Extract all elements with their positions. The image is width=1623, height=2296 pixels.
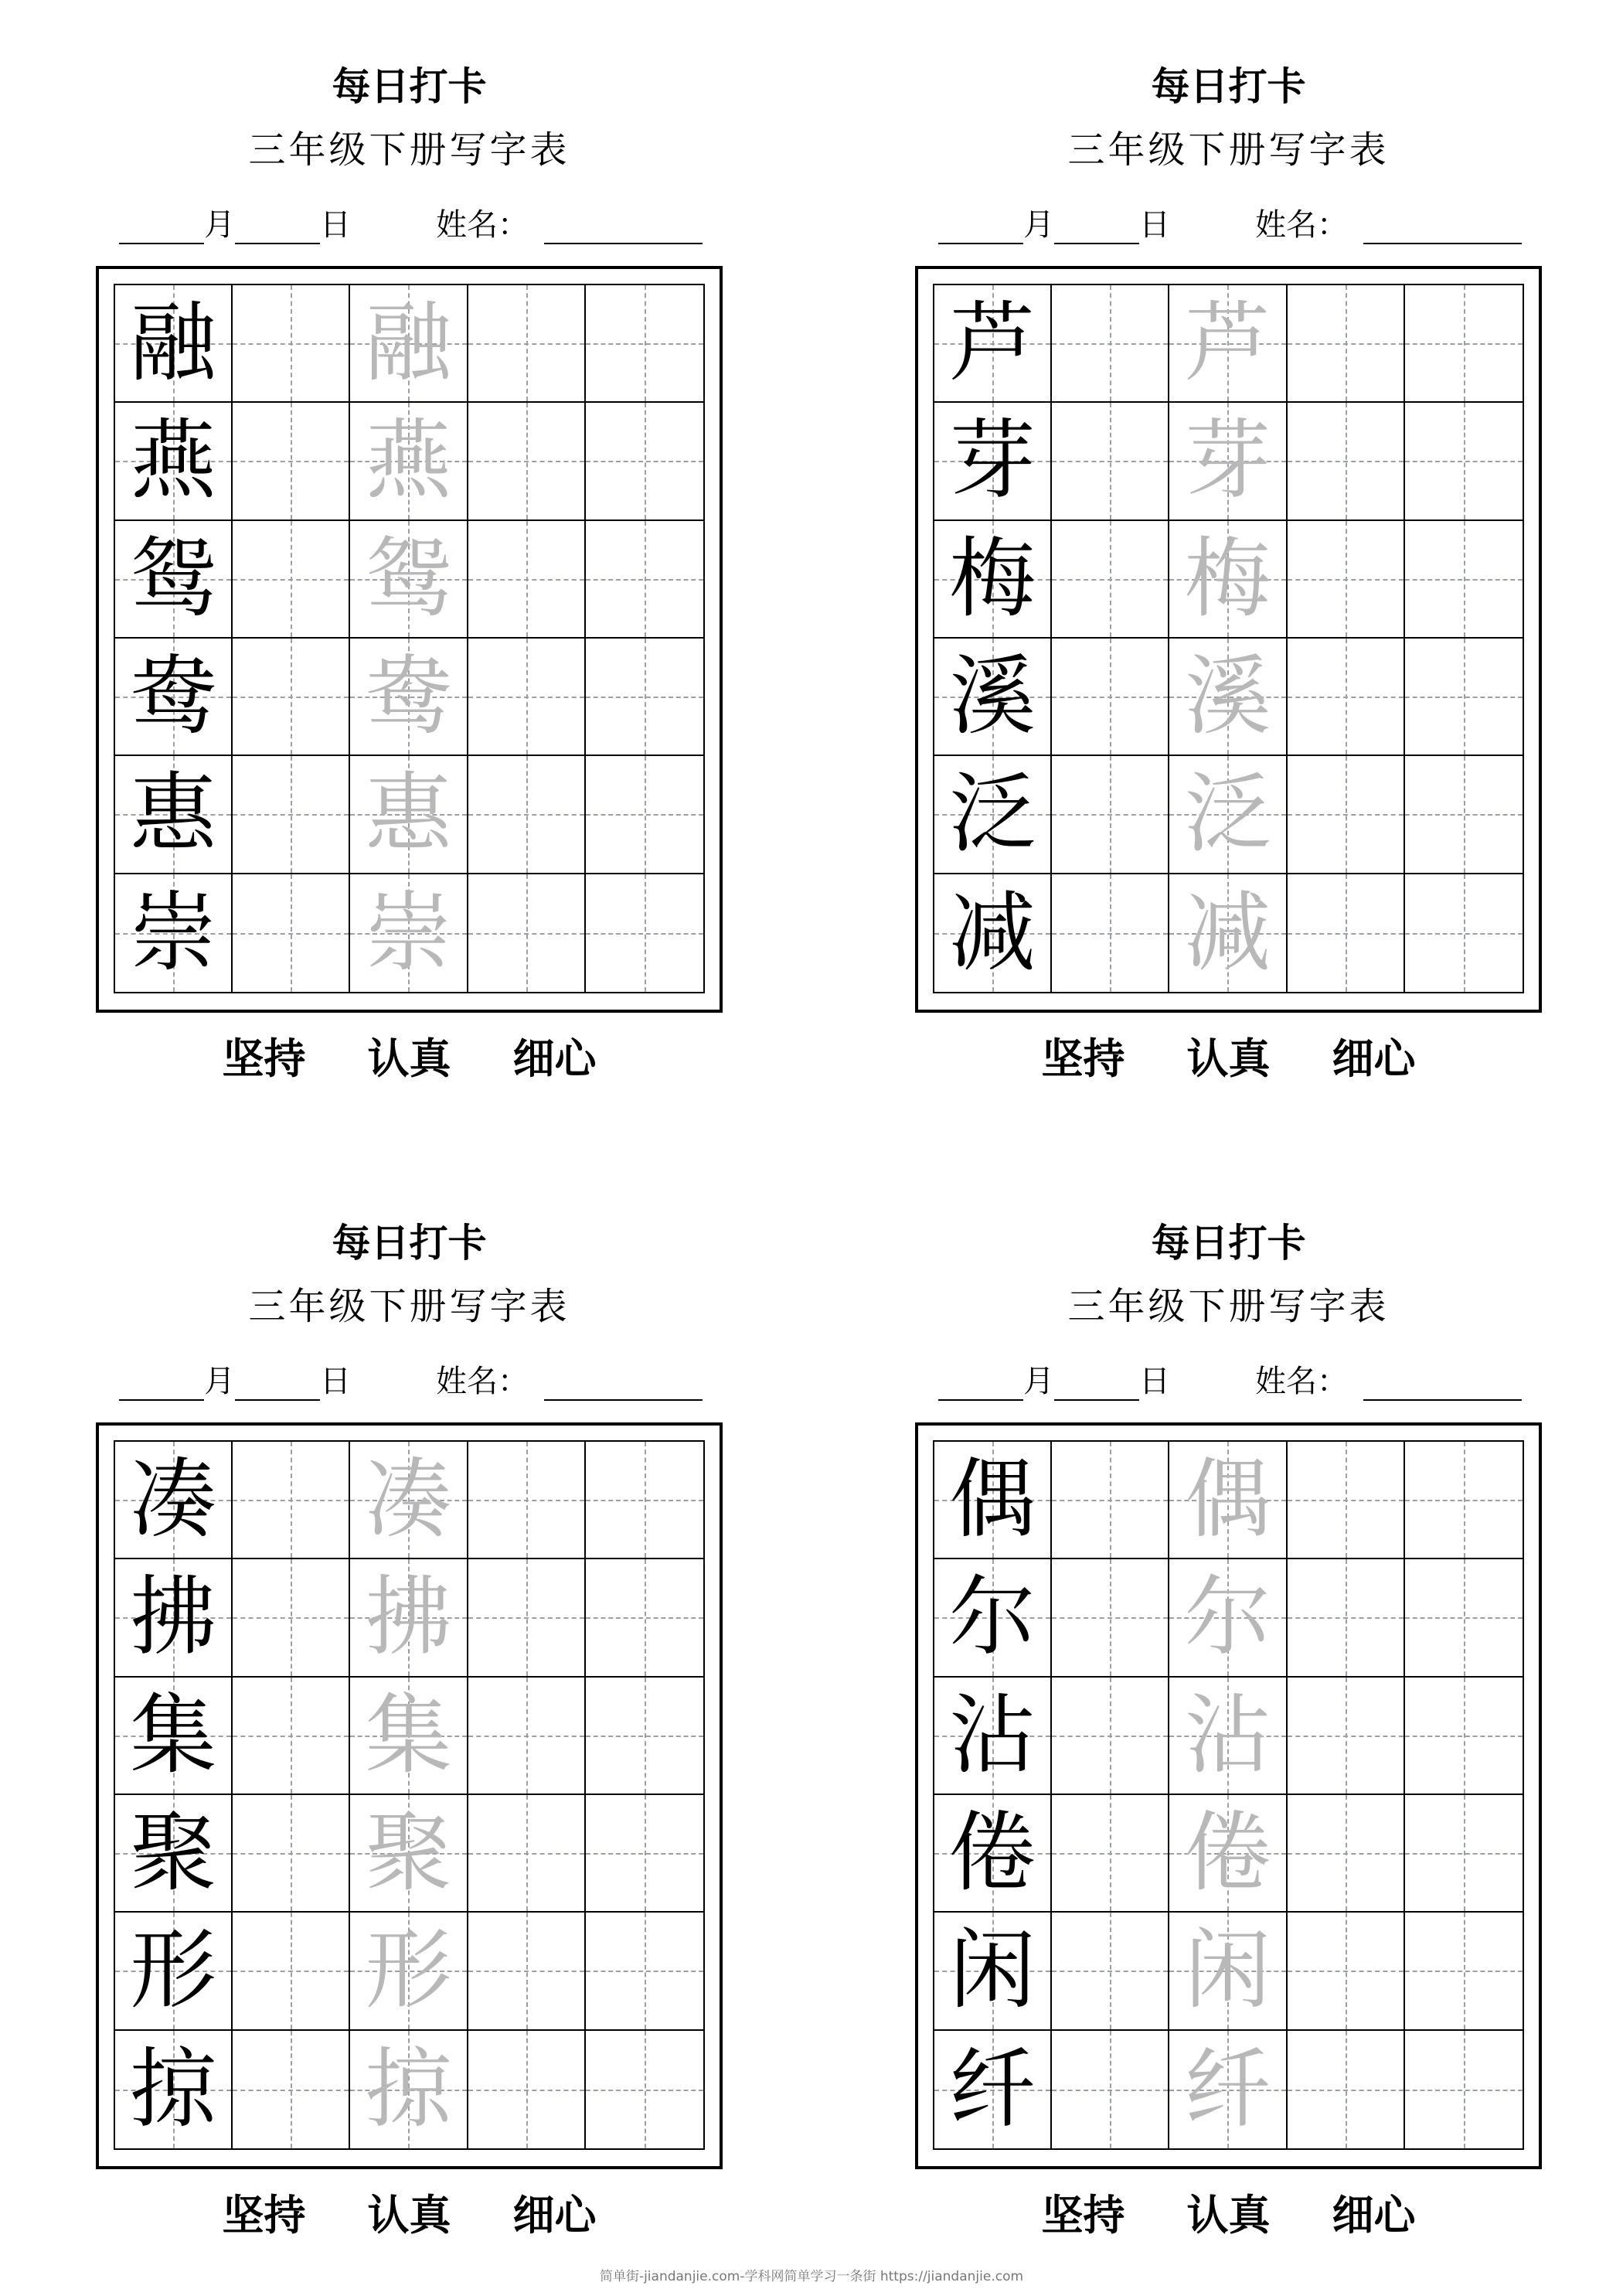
month-label: 月: [1023, 207, 1054, 243]
model-cell: [934, 1678, 1052, 1795]
month-blank[interactable]: [938, 1368, 1023, 1401]
practice-cell[interactable]: [1288, 874, 1405, 992]
trace-character: 燕: [365, 410, 452, 512]
practice-cell[interactable]: [468, 756, 586, 874]
model-cell: [934, 1795, 1052, 1913]
name-label: 姓名：: [1255, 207, 1348, 243]
sheet-subtitle: 三年级下册写字表: [248, 1285, 570, 1328]
practice-cell[interactable]: [586, 285, 703, 403]
practice-cell[interactable]: [1052, 1559, 1169, 1677]
practice-cell[interactable]: [1052, 521, 1169, 639]
trace-character: 鸳: [365, 528, 452, 629]
tianzige-grid: [114, 284, 705, 993]
trace-cell[interactable]: [1169, 1442, 1287, 1559]
model-cell: [934, 285, 1052, 403]
trace-character: 溪: [1184, 646, 1271, 748]
trace-character: 纤: [1184, 2039, 1271, 2140]
practice-cell[interactable]: [233, 756, 350, 874]
tianzige-grid: [933, 1440, 1524, 2150]
model-cell: [115, 2031, 233, 2148]
practice-cell[interactable]: [586, 1442, 703, 1559]
model-character: 梅: [949, 528, 1036, 629]
practice-cell[interactable]: [233, 1559, 350, 1677]
practice-cell[interactable]: [233, 1442, 350, 1559]
practice-cell[interactable]: [468, 1678, 586, 1795]
practice-cell[interactable]: [1052, 1442, 1169, 1559]
day-blank[interactable]: [235, 212, 320, 244]
sheet-title: 每日打卡: [1151, 1220, 1306, 1266]
trace-cell[interactable]: [1169, 1795, 1287, 1913]
sheet-title: 每日打卡: [332, 1220, 487, 1266]
trace-cell[interactable]: [1169, 1678, 1287, 1795]
model-character: 泛: [949, 764, 1036, 865]
practice-cell[interactable]: [1405, 874, 1523, 992]
practice-cell[interactable]: [1288, 756, 1405, 874]
model-character: 集: [130, 1685, 217, 1786]
practice-cell[interactable]: [1052, 1913, 1169, 2030]
practice-cell[interactable]: [1405, 1442, 1523, 1559]
practice-cell[interactable]: [1052, 2031, 1169, 2148]
model-cell: [115, 639, 233, 756]
trace-cell[interactable]: [1169, 1559, 1287, 1677]
practice-cell[interactable]: [468, 1442, 586, 1559]
model-character: 尔: [949, 1567, 1036, 1668]
trace-character: 偶: [1184, 1449, 1271, 1551]
practice-cell[interactable]: [468, 874, 586, 992]
name-label: 姓名：: [436, 1364, 529, 1399]
practice-cell[interactable]: [1288, 1913, 1405, 2030]
sheet-subtitle: 三年级下册写字表: [1067, 128, 1390, 172]
practice-cell[interactable]: [468, 2031, 586, 2148]
trace-character: 闲: [1184, 1920, 1271, 2022]
trace-character: 凑: [365, 1449, 452, 1551]
model-character: 燕: [130, 410, 217, 512]
trace-cell[interactable]: [350, 1442, 468, 1559]
practice-cell[interactable]: [586, 1559, 703, 1677]
month-blank[interactable]: [938, 212, 1023, 244]
model-cell: [115, 874, 233, 992]
motto: [96, 1031, 723, 1085]
model-character: 拂: [130, 1567, 217, 1668]
practice-cell[interactable]: [233, 639, 350, 756]
trace-character: 倦: [1184, 1803, 1271, 1904]
name-label: 姓名：: [436, 207, 529, 243]
practice-cell[interactable]: [1288, 2031, 1405, 2148]
date-name-line: [119, 1362, 703, 1401]
motto-item: 认真: [1186, 2190, 1271, 2240]
practice-cell[interactable]: [468, 1913, 586, 2030]
trace-character: 梅: [1184, 528, 1271, 629]
month-blank[interactable]: [119, 212, 204, 244]
month-label: 月: [204, 207, 235, 243]
practice-cell[interactable]: [233, 521, 350, 639]
practice-cell[interactable]: [1288, 1442, 1405, 1559]
model-character: 形: [130, 1920, 217, 2022]
trace-character: 集: [365, 1685, 452, 1786]
trace-cell[interactable]: [350, 639, 468, 756]
trace-cell[interactable]: [1169, 874, 1287, 992]
trace-character: 尔: [1184, 1567, 1271, 1668]
model-cell: [115, 1442, 233, 1559]
trace-character: 沾: [1184, 1685, 1271, 1786]
trace-cell[interactable]: [350, 1795, 468, 1913]
practice-cell[interactable]: [1288, 639, 1405, 756]
trace-character: 聚: [365, 1803, 452, 1904]
model-character: 鸳: [130, 528, 217, 629]
model-cell: [115, 756, 233, 874]
practice-cell[interactable]: [468, 521, 586, 639]
motto: [915, 2188, 1542, 2242]
model-cell: [115, 521, 233, 639]
practice-cell[interactable]: [1405, 1795, 1523, 1913]
sheet-title: 每日打卡: [332, 63, 487, 109]
practice-cell[interactable]: [1405, 285, 1523, 403]
practice-cell[interactable]: [1405, 756, 1523, 874]
day-label: 日: [320, 207, 351, 243]
trace-cell[interactable]: [350, 403, 468, 520]
trace-character: 崇: [365, 882, 452, 983]
practice-cell[interactable]: [1288, 1678, 1405, 1795]
model-character: 崇: [130, 882, 217, 983]
day-label: 日: [320, 1364, 351, 1399]
model-cell: [115, 403, 233, 520]
motto-item: 细心: [512, 2190, 597, 2240]
motto-item: 坚持: [1041, 2190, 1125, 2240]
model-cell: [934, 1442, 1052, 1559]
practice-cell[interactable]: [1288, 285, 1405, 403]
date-name-line: [938, 206, 1522, 244]
model-character: 减: [949, 882, 1036, 983]
model-cell: [115, 1913, 233, 2030]
trace-cell[interactable]: [1169, 639, 1287, 756]
month-label: 月: [1023, 1364, 1054, 1399]
practice-cell[interactable]: [233, 403, 350, 520]
model-character: 惠: [130, 764, 217, 865]
model-cell: [934, 874, 1052, 992]
trace-cell[interactable]: [350, 756, 468, 874]
model-character: 鸯: [130, 646, 217, 748]
day-blank[interactable]: [235, 1368, 320, 1401]
name-blank[interactable]: [544, 212, 703, 244]
practice-cell[interactable]: [586, 521, 703, 639]
motto-item: 认真: [1186, 1034, 1271, 1083]
model-cell: [934, 1559, 1052, 1677]
trace-character: 芽: [1184, 410, 1271, 512]
practice-cell[interactable]: [233, 1913, 350, 2030]
trace-character: 惠: [365, 764, 452, 865]
practice-cell[interactable]: [1405, 403, 1523, 520]
practice-cell[interactable]: [468, 285, 586, 403]
model-character: 闲: [949, 1920, 1036, 2022]
practice-cell[interactable]: [468, 403, 586, 520]
practice-cell[interactable]: [1405, 639, 1523, 756]
practice-cell[interactable]: [1405, 1913, 1523, 2030]
model-character: 聚: [130, 1803, 217, 1904]
motto-item: 细心: [1332, 2190, 1416, 2240]
trace-cell[interactable]: [1169, 756, 1287, 874]
motto-item: 认真: [367, 1034, 451, 1083]
trace-cell[interactable]: [350, 521, 468, 639]
trace-cell[interactable]: [350, 285, 468, 403]
sheet-title: 每日打卡: [1151, 63, 1306, 109]
practice-cell[interactable]: [586, 1678, 703, 1795]
month-blank[interactable]: [119, 1368, 204, 1401]
practice-cell[interactable]: [1052, 874, 1169, 992]
practice-cell[interactable]: [1405, 521, 1523, 639]
trace-cell[interactable]: [1169, 521, 1287, 639]
motto-item: 认真: [367, 2190, 451, 2240]
day-blank[interactable]: [1054, 1368, 1139, 1401]
practice-cell[interactable]: [233, 285, 350, 403]
practice-cell[interactable]: [233, 2031, 350, 2148]
practice-cell[interactable]: [1288, 521, 1405, 639]
model-cell: [934, 1913, 1052, 2030]
trace-character: 鸯: [365, 646, 452, 748]
trace-character: 形: [365, 1920, 452, 2022]
model-cell: [115, 1559, 233, 1677]
tianzige-grid: [933, 284, 1524, 993]
practice-cell[interactable]: [1405, 1559, 1523, 1677]
motto: [96, 2188, 723, 2242]
day-label: 日: [1139, 1364, 1170, 1399]
practice-cell[interactable]: [586, 639, 703, 756]
name-blank[interactable]: [1363, 212, 1522, 244]
motto-item: 坚持: [222, 2190, 306, 2240]
practice-cell[interactable]: [1288, 1559, 1405, 1677]
trace-character: 减: [1184, 882, 1271, 983]
motto-item: 细心: [1332, 1034, 1416, 1083]
trace-character: 泛: [1184, 764, 1271, 865]
practice-cell[interactable]: [468, 1559, 586, 1677]
practice-cell[interactable]: [468, 1795, 586, 1913]
practice-cell[interactable]: [1405, 1678, 1523, 1795]
practice-cell[interactable]: [1288, 1795, 1405, 1913]
name-blank[interactable]: [544, 1368, 703, 1401]
model-character: 沾: [949, 1685, 1036, 1786]
trace-cell[interactable]: [350, 1913, 468, 2030]
model-cell: [934, 403, 1052, 520]
trace-character: 芦: [1184, 293, 1271, 394]
trace-character: 拂: [365, 1567, 452, 1668]
motto-item: 细心: [512, 1034, 597, 1083]
practice-cell[interactable]: [586, 874, 703, 992]
practice-cell[interactable]: [586, 2031, 703, 2148]
date-name-line: [119, 206, 703, 244]
date-name-line: [938, 1362, 1522, 1401]
motto-item: 坚持: [222, 1034, 306, 1083]
practice-cell[interactable]: [1052, 756, 1169, 874]
name-blank[interactable]: [1363, 1368, 1522, 1401]
practice-cell[interactable]: [233, 1678, 350, 1795]
trace-character: 掠: [365, 2039, 452, 2140]
model-character: 芦: [949, 293, 1036, 394]
practice-cell[interactable]: [586, 403, 703, 520]
trace-cell[interactable]: [1169, 403, 1287, 520]
trace-character: 融: [365, 293, 452, 394]
model-character: 偶: [949, 1449, 1036, 1551]
model-character: 芽: [949, 410, 1036, 512]
practice-cell[interactable]: [1405, 2031, 1523, 2148]
practice-cell[interactable]: [1052, 1678, 1169, 1795]
motto-item: 坚持: [1041, 1034, 1125, 1083]
day-blank[interactable]: [1054, 212, 1139, 244]
model-cell: [115, 1795, 233, 1913]
trace-cell[interactable]: [1169, 1913, 1287, 2030]
practice-cell[interactable]: [1052, 639, 1169, 756]
practice-cell[interactable]: [586, 1913, 703, 2030]
model-character: 掠: [130, 2039, 217, 2140]
day-label: 日: [1139, 207, 1170, 243]
trace-cell[interactable]: [350, 1559, 468, 1677]
tianzige-grid: [114, 1440, 705, 2150]
sheet-subtitle: 三年级下册写字表: [1067, 1285, 1390, 1328]
practice-cell[interactable]: [586, 756, 703, 874]
trace-cell[interactable]: [1169, 285, 1287, 403]
site-footer: 简单街-jiandanjie.com-学科网简单学习一条街 https://jiandanjie.com: [599, 2269, 1024, 2284]
practice-cell[interactable]: [1052, 403, 1169, 520]
model-cell: [115, 1678, 233, 1795]
model-cell: [934, 521, 1052, 639]
model-character: 凑: [130, 1449, 217, 1551]
practice-cell[interactable]: [586, 1795, 703, 1913]
trace-cell[interactable]: [350, 2031, 468, 2148]
model-character: 纤: [949, 2039, 1036, 2140]
practice-cell[interactable]: [1288, 403, 1405, 520]
month-label: 月: [204, 1364, 235, 1399]
trace-cell[interactable]: [350, 1678, 468, 1795]
model-cell: [934, 639, 1052, 756]
model-character: 倦: [949, 1803, 1036, 1904]
practice-cell[interactable]: [468, 639, 586, 756]
model-cell: [934, 2031, 1052, 2148]
model-cell: [115, 285, 233, 403]
trace-cell[interactable]: [350, 874, 468, 992]
motto: [915, 1031, 1542, 1085]
model-cell: [934, 756, 1052, 874]
model-character: 融: [130, 293, 217, 394]
sheet-subtitle: 三年级下册写字表: [248, 128, 570, 172]
practice-cell[interactable]: [233, 874, 350, 992]
practice-cell[interactable]: [1052, 285, 1169, 403]
trace-cell[interactable]: [1169, 2031, 1287, 2148]
model-character: 溪: [949, 646, 1036, 748]
practice-cell[interactable]: [1052, 1795, 1169, 1913]
name-label: 姓名：: [1255, 1364, 1348, 1399]
practice-cell[interactable]: [233, 1795, 350, 1913]
